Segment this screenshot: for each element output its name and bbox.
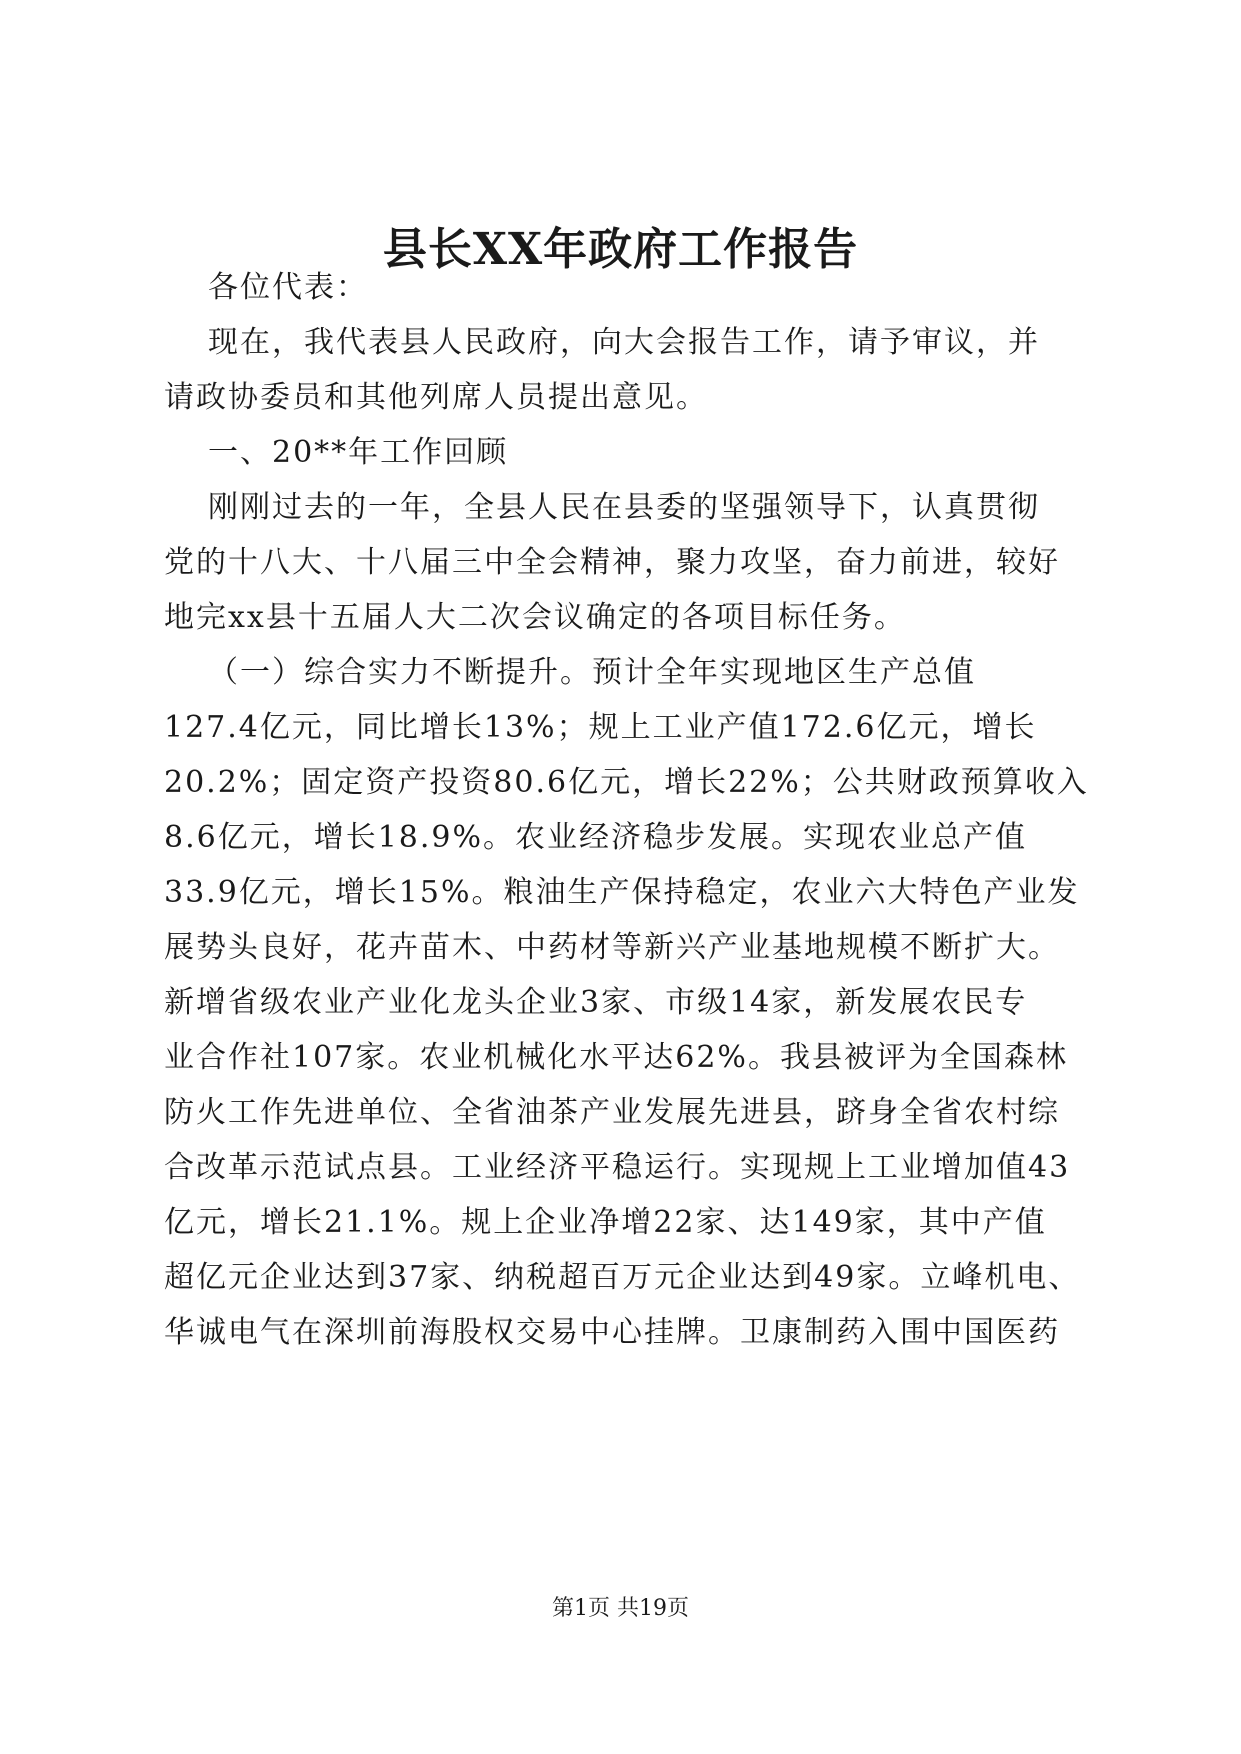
text-line: 刚刚过去的一年，全县人民在县委的坚强领导下，认真贯彻 — [208, 490, 1040, 525]
text-line: 超亿元企业达到37家、纳税超百万元企业达到49家。立峰机电、 — [164, 1260, 1081, 1295]
text-line: 33.9亿元，增长15%。粮油生产保持稳定，农业六大特色产业发 — [164, 875, 1080, 910]
text-line: 地完xx县十五届人大二次会议确定的各项目标任务。 — [164, 600, 906, 635]
text-line: 合改革示范试点县。工业经济平稳运行。实现规上工业增加值43 — [164, 1150, 1071, 1185]
text-line: 8.6亿元，增长18.9%。农业经济稳步发展。实现农业总产值 — [164, 820, 1028, 855]
text-line: 防火工作先进单位、全省油茶产业发展先进县，跻身全省农村综 — [164, 1095, 1060, 1130]
text-line: 党的十八大、十八届三中全会精神，聚力攻坚，奋力前进，较好 — [164, 545, 1060, 580]
text-line: 各位代表： — [208, 270, 368, 305]
text-line: 127.4亿元，同比增长13%；规上工业产值172.6亿元，增长 — [164, 710, 1037, 745]
text-line: 请政协委员和其他列席人员提出意见。 — [164, 380, 708, 415]
text-line: 业合作社107家。农业机械化水平达62%。我县被评为全国森林 — [164, 1040, 1068, 1075]
text-line: 展势头良好，花卉苗木、中药材等新兴产业基地规模不断扩大。 — [164, 930, 1060, 965]
document-title: 县长XX年政府工作报告 — [382, 224, 859, 275]
text-line: 亿元，增长21.1%。规上企业净增22家、达149家，其中产值 — [164, 1205, 1047, 1240]
text-line: 新增省级农业产业化龙头企业3家、市级14家，新发展农民专 — [164, 985, 1028, 1020]
text-line: 现在，我代表县人民政府，向大会报告工作，请予审议，并 — [208, 325, 1040, 360]
text-line: 华诚电气在深圳前海股权交易中心挂牌。卫康制药入围中国医药 — [164, 1315, 1060, 1350]
page-number-footer: 第1页 共19页 — [552, 1596, 689, 1621]
text-line: 20.2%；固定资产投资80.6亿元，增长22%；公共财政预算收入 — [164, 765, 1089, 800]
text-line: （一）综合实力不断提升。预计全年实现地区生产总值 — [208, 655, 976, 690]
section-heading: 一、20**年工作回顾 — [208, 435, 509, 470]
